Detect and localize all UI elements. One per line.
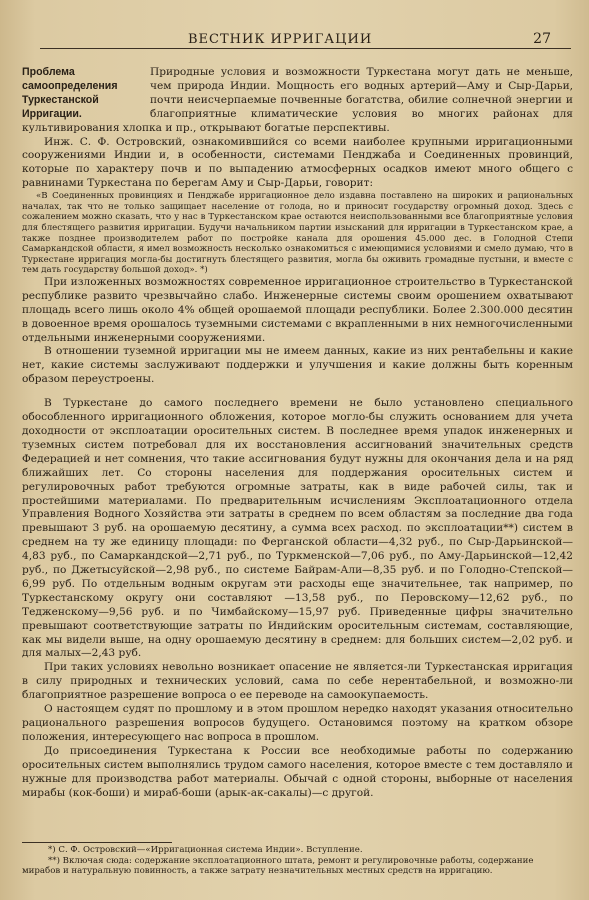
margin-heading: Проблема самоопределения Туркестанской Ирригации. [22,66,118,120]
footnotes [22,842,573,877]
paragraph-ostrovsky: Инж. С. Ф. Островский, ознакомившийся со всеми наиболее крупными ирригационными сооружениями Индии и, в особенности, системами Пенджаба и Соединенных провинций, которые по характеру почв и по выпадению атмосферных осадков имеют много общего с равнинами Туркестана по берегам Аму и Сыр-Дарьи, говорит: [22,135,573,190]
paragraph-native-irrigation: В отношении туземной ирригации мы не имеем данных, какие из них рентабельны и какие нет, какие системы заслуживают поддержки и улучшения и какие должны быть коренным образом переустроены. [22,345,573,386]
footnote-2: **) Включая сюда: содержание эксплоатационного штата, ремонт и регулировочные работы, содержание мирабов и натуральную повинность, а также затрату незначительных местных средств на ирригацию. [22,855,534,877]
running-header [40,30,571,49]
paragraph-costs: В Туркестане до самого последнего времени не было установлено специального обособленного ирригационного обложения, которое могло-бы служить основанием для учета доходности от эксплоатации оросительных систем. В последнее время упадок инженерных и туземных систем потребовал для их восстановления ассигнований значительных средств Федерацией и нет сомнения, что такие ассигнования будут нужны для окончания дела и на ряд ближайших лет. Со стороны населения для поддержания оросительных систем и регулировочных работ требуются огромные затраты, как в виде рабочей силы, так и простейшими материалами. По предварительным исчислениям Эксплоатационного отдела Управления Водного Хозяйства эти затраты в среднем по всем областям за последние два года превышают 3 руб. на орошаемую десятину, а сумма всех расход. по эксплоатации**) систем в среднем на ту же единицу площади: по Ферганской области—4,32 руб., по Сыр-Дарьинской—4,83 руб., по Самаркандской—2,71 руб., по Туркменской—7,06 руб., по Аму-Дарьинской—12,42 руб., по Джетысуйской—2,98 руб., по системе Байрам-Али—8,35 руб. и по Голодно-Степской—6,99 руб. По отдельным водным округам эти расходы еще значительнее, так например, по Туркестанскому округу они составляют —13,58 руб., по Перовскому—12,62 руб., по Тедженскому—9,56 руб. и по Чимбайскому—15,97 руб. Приведенные цифры значительно превышают соответствующие затраты по Индийским оросительным системам, составляющие, как мы видели выше, на одну орошаемую десятину в среднем: для больших систем—2,02 руб. и для малых—2,43 руб. [22,397,573,660]
paragraph-past: О настоящем судят по прошлому и в этом прошлом нередко находят указания относительно рационального разрешения вопросов будущего. Остановимся поэтому на кратком обзоре положения, интересующего нас вопроса в прошлом. [22,703,573,743]
paragraph-intro: Природные условия и возможности Туркестана могут дать не меньше, чем природа Индии. Мощность его водных артерий—Аму и Сыр-Дарьи, почти неисчерпаемые почвенные богатства, обилие солнечной энергии и благоприятные климатические условия во многих районах для культивирования хлопка и пр., открывают богатые перспективы. [22,66,573,134]
footnote-1: *) С. Ф. Островский—«Ирригационная система Индии». Вступление. [48,845,363,855]
paragraph-history: До присоединения Туркестана к России все необходимые работы по содержанию оросительных систем выполнялись трудом самого населения, которое вместе с тем доставляло и нужные для производства работ материалы. Обычай с одной стороны, выборные от населения мирабы (кок-боши) и мираб-боши (арык-ак-сакалы)—с другой. [22,744,573,799]
block-quote: «В Соединенных провинциях и Пенджабе ирригационное дело издавна поставлено на широких и рациональных началах, так что не только защищает население от голода, но и приносит государству огромный доход. Здесь с сожалением можно сказать, что у нас в Туркестанском крае остаются неиспользованными все благоприятные условия для блестящего развития ирригации. Будучи начальником партии изысканий для ирригации в Туркестанском крае, а также позднее производителем работ по постройке канала для орошения 45.000 дес. в Голодной Степи Самаркандской области, я имел возможность несколько ознакомиться с имеющимися условиями и смело думаю, что в Туркестане ирригация могла-бы достигнуть блестящего развития, могла бы оживить громадные пустыни, и вместе с тем дать государству большой доход». *) [22,191,573,276]
journal-title: ВЕСТНИК ИРРИГАЦИИ [188,32,373,47]
paragraph-profitability: При таких условиях невольно возникает опасение не является-ли Туркестанская ирригация в силу природных и технических условий, сама по себе нерентабельной, и возможно-ли благоприятное разрешение вопроса о ее переводе на самоокупаемость. [22,661,573,702]
paragraph-construction: При изложенных возможностях современное ирригационное строительство в Туркестанской республике развито чрезвычайно слабо. Инженерные системы своим орошением охватывают площадь всего лишь около 4% общей орошаемой площади республики. Более 2.300.000 десятин в довоенное время орошалось туземными системами с вкрапленными в них немногочисленными отдельными инженерными сооружениями. [22,275,573,344]
article-body [22,66,573,800]
footnote-divider [22,842,172,843]
page-number: 27 [533,31,551,47]
